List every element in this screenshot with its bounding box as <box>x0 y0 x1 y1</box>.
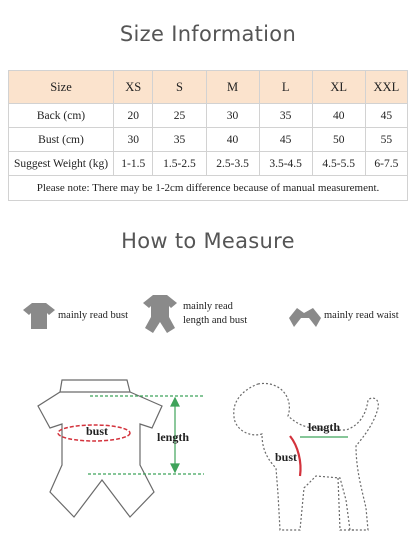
header-cell: L <box>259 71 312 104</box>
table-cell: 40 <box>206 128 259 152</box>
header-cell: Size <box>9 71 114 104</box>
table-cell: 1-1.5 <box>114 152 153 176</box>
dog-length-label: length <box>308 420 341 434</box>
tshirt-icon <box>22 302 56 330</box>
size-information-title: Size Information <box>119 22 297 46</box>
measurement-note: Please note: There may be 1-2cm difference because of manual measurement. <box>9 176 408 201</box>
garment-diagram <box>22 370 222 545</box>
table-cell: 55 <box>365 128 407 152</box>
note-row <box>9 176 408 201</box>
table-cell: 45 <box>365 104 407 128</box>
table-cell: 3.5-4.5 <box>259 152 312 176</box>
table-cell: 45 <box>259 128 312 152</box>
table-cell: 50 <box>312 128 365 152</box>
header-cell: S <box>153 71 206 104</box>
table-cell: 35 <box>259 104 312 128</box>
jumpsuit-label-line1: mainly read <box>183 301 233 312</box>
size-table <box>8 70 408 201</box>
how-to-measure-title: How to Measure <box>121 229 295 253</box>
table-row <box>9 128 408 152</box>
table-row <box>9 104 408 128</box>
table-row <box>9 152 408 176</box>
jumpsuit-icon-label <box>183 300 247 328</box>
table-cell: 2.5-3.5 <box>206 152 259 176</box>
table-cell: 35 <box>153 128 206 152</box>
dog-bust-label: bust <box>275 450 298 464</box>
garment-outline <box>38 380 162 517</box>
header-cell: M <box>206 71 259 104</box>
row-label: Back (cm) <box>9 104 114 128</box>
table-header-row <box>9 71 408 104</box>
table-cell: 25 <box>153 104 206 128</box>
table-cell: 40 <box>312 104 365 128</box>
header-cell: XL <box>312 71 365 104</box>
jumpsuit-label-line2: length and bust <box>183 315 248 326</box>
garment-bust-label: bust <box>86 424 109 438</box>
table-cell: 1.5-2.5 <box>153 152 206 176</box>
harness-icon <box>288 306 322 328</box>
header-cell: XS <box>114 71 153 104</box>
table-cell: 20 <box>114 104 153 128</box>
dog-diagram <box>228 378 393 543</box>
table-cell: 30 <box>206 104 259 128</box>
dog-outline <box>234 383 379 530</box>
header-cell: XXL <box>365 71 407 104</box>
tshirt-icon-label: mainly read bust <box>58 310 128 321</box>
table-cell: 6-7.5 <box>365 152 407 176</box>
table-cell: 4.5-5.5 <box>312 152 365 176</box>
table-cell: 30 <box>114 128 153 152</box>
row-label: Bust (cm) <box>9 128 114 152</box>
row-label: Suggest Weight (kg) <box>9 152 114 176</box>
garment-length-label: length <box>157 430 190 444</box>
harness-icon-label: mainly read waist <box>324 310 399 321</box>
jumpsuit-icon <box>142 294 178 334</box>
